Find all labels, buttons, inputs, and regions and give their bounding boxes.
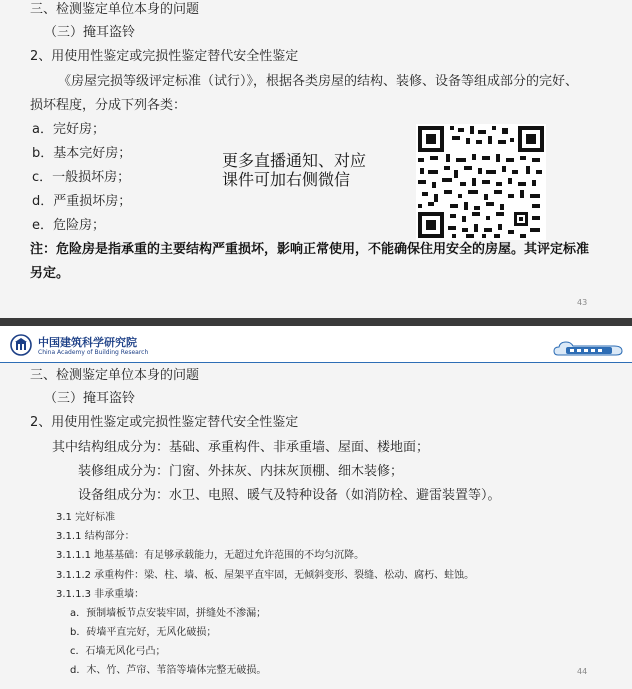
composition-equipment: 设备组成分为：水卫、电照、暖气及特种设备（如消防栓、避雷装置等）。 — [78, 488, 501, 503]
slide1-intro-line1: 《房屋完损等级评定标准（试行）》，根据各类房屋的结构、装修、设备等组成部分的完好、 — [58, 74, 579, 89]
standard-line: b．砖墙平直完好，无风化破损； — [70, 627, 217, 638]
composition-structure: 其中结构组成分为：基础、承重构件、非承重墙、屋面、楼地面； — [52, 440, 430, 455]
academy-logo-icon — [10, 334, 32, 356]
list-item: d．严重损坏房； — [32, 194, 132, 209]
slide-43 — [0, 0, 632, 318]
header-rule — [0, 362, 632, 363]
list-item: e．危险房； — [32, 218, 105, 233]
composition-decoration: 装修组成分为：门窗、外抹灰、内抹灰顶棚、细木装修； — [78, 464, 404, 479]
slide-divider — [0, 318, 632, 326]
slide2-heading-section: 三、检测鉴定单位本身的问题 — [30, 368, 200, 383]
list-item: c．一般损坏房； — [32, 170, 131, 185]
list-item: b．基本完好房； — [32, 146, 132, 161]
standard-line: a．预制墙板节点安装牢固，拼缝处不渗漏； — [70, 608, 267, 619]
slide2-heading-subsection: （三）掩耳盗铃 — [44, 391, 136, 406]
standard-line: 3.1.1.3 非承重墙： — [56, 589, 145, 600]
slide1-heading-topic: 2、用使用性鉴定或完损性鉴定替代安全性鉴定 — [30, 49, 299, 64]
standard-line: 3.1.1.1 地基基础：有足够承载能力，无超过允许范围的不均匀沉降。 — [56, 550, 365, 561]
slide1-intro-line2: 损坏程度，分成下列各类： — [30, 98, 187, 113]
standard-line: 3.1.1 结构部分： — [56, 531, 135, 542]
slide-header — [0, 326, 632, 362]
academy-name-cn: 中国建筑科学研究院 — [38, 336, 137, 349]
slide1-note-line2: 另定。 — [30, 266, 70, 281]
slide1-note-line1: 注：危险房是指承重的主要结构严重损坏，影响正常使用，不能确保住用安全的房屋。其评定标准 — [30, 242, 590, 257]
standard-line: 3.1.1.2 承重构件：梁、柱、墙、板、屋架平直牢固，无倾斜变形、裂缝、松动、腐朽、蛀蚀。 — [56, 570, 475, 581]
standard-line: d．木、竹、芦帘、苇箔等墙体完整无破损。 — [70, 665, 267, 676]
slide1-heading-section: 三、检测鉴定单位本身的问题 — [30, 2, 200, 17]
page-number: 43 — [577, 298, 588, 307]
brand-cloud-logo-icon — [552, 338, 624, 358]
slide2-heading-topic: 2、用使用性鉴定或完损性鉴定替代安全性鉴定 — [30, 415, 299, 430]
slide-44 — [0, 326, 632, 689]
standard-line: c．石墙无风化弓凸； — [70, 646, 166, 657]
promo-text-line2: 课件可加右侧微信 — [222, 170, 351, 189]
promo-text-line1: 更多直播通知、对应 — [222, 151, 367, 170]
qr-code-image[interactable] — [416, 124, 546, 240]
page-number: 44 — [577, 667, 588, 676]
list-item: a．完好房； — [32, 122, 105, 137]
standard-line: 3.1 完好标准 — [56, 512, 116, 523]
academy-name-en: China Academy of Building Research — [38, 349, 149, 356]
slide1-heading-subsection: （三）掩耳盗铃 — [44, 25, 136, 40]
